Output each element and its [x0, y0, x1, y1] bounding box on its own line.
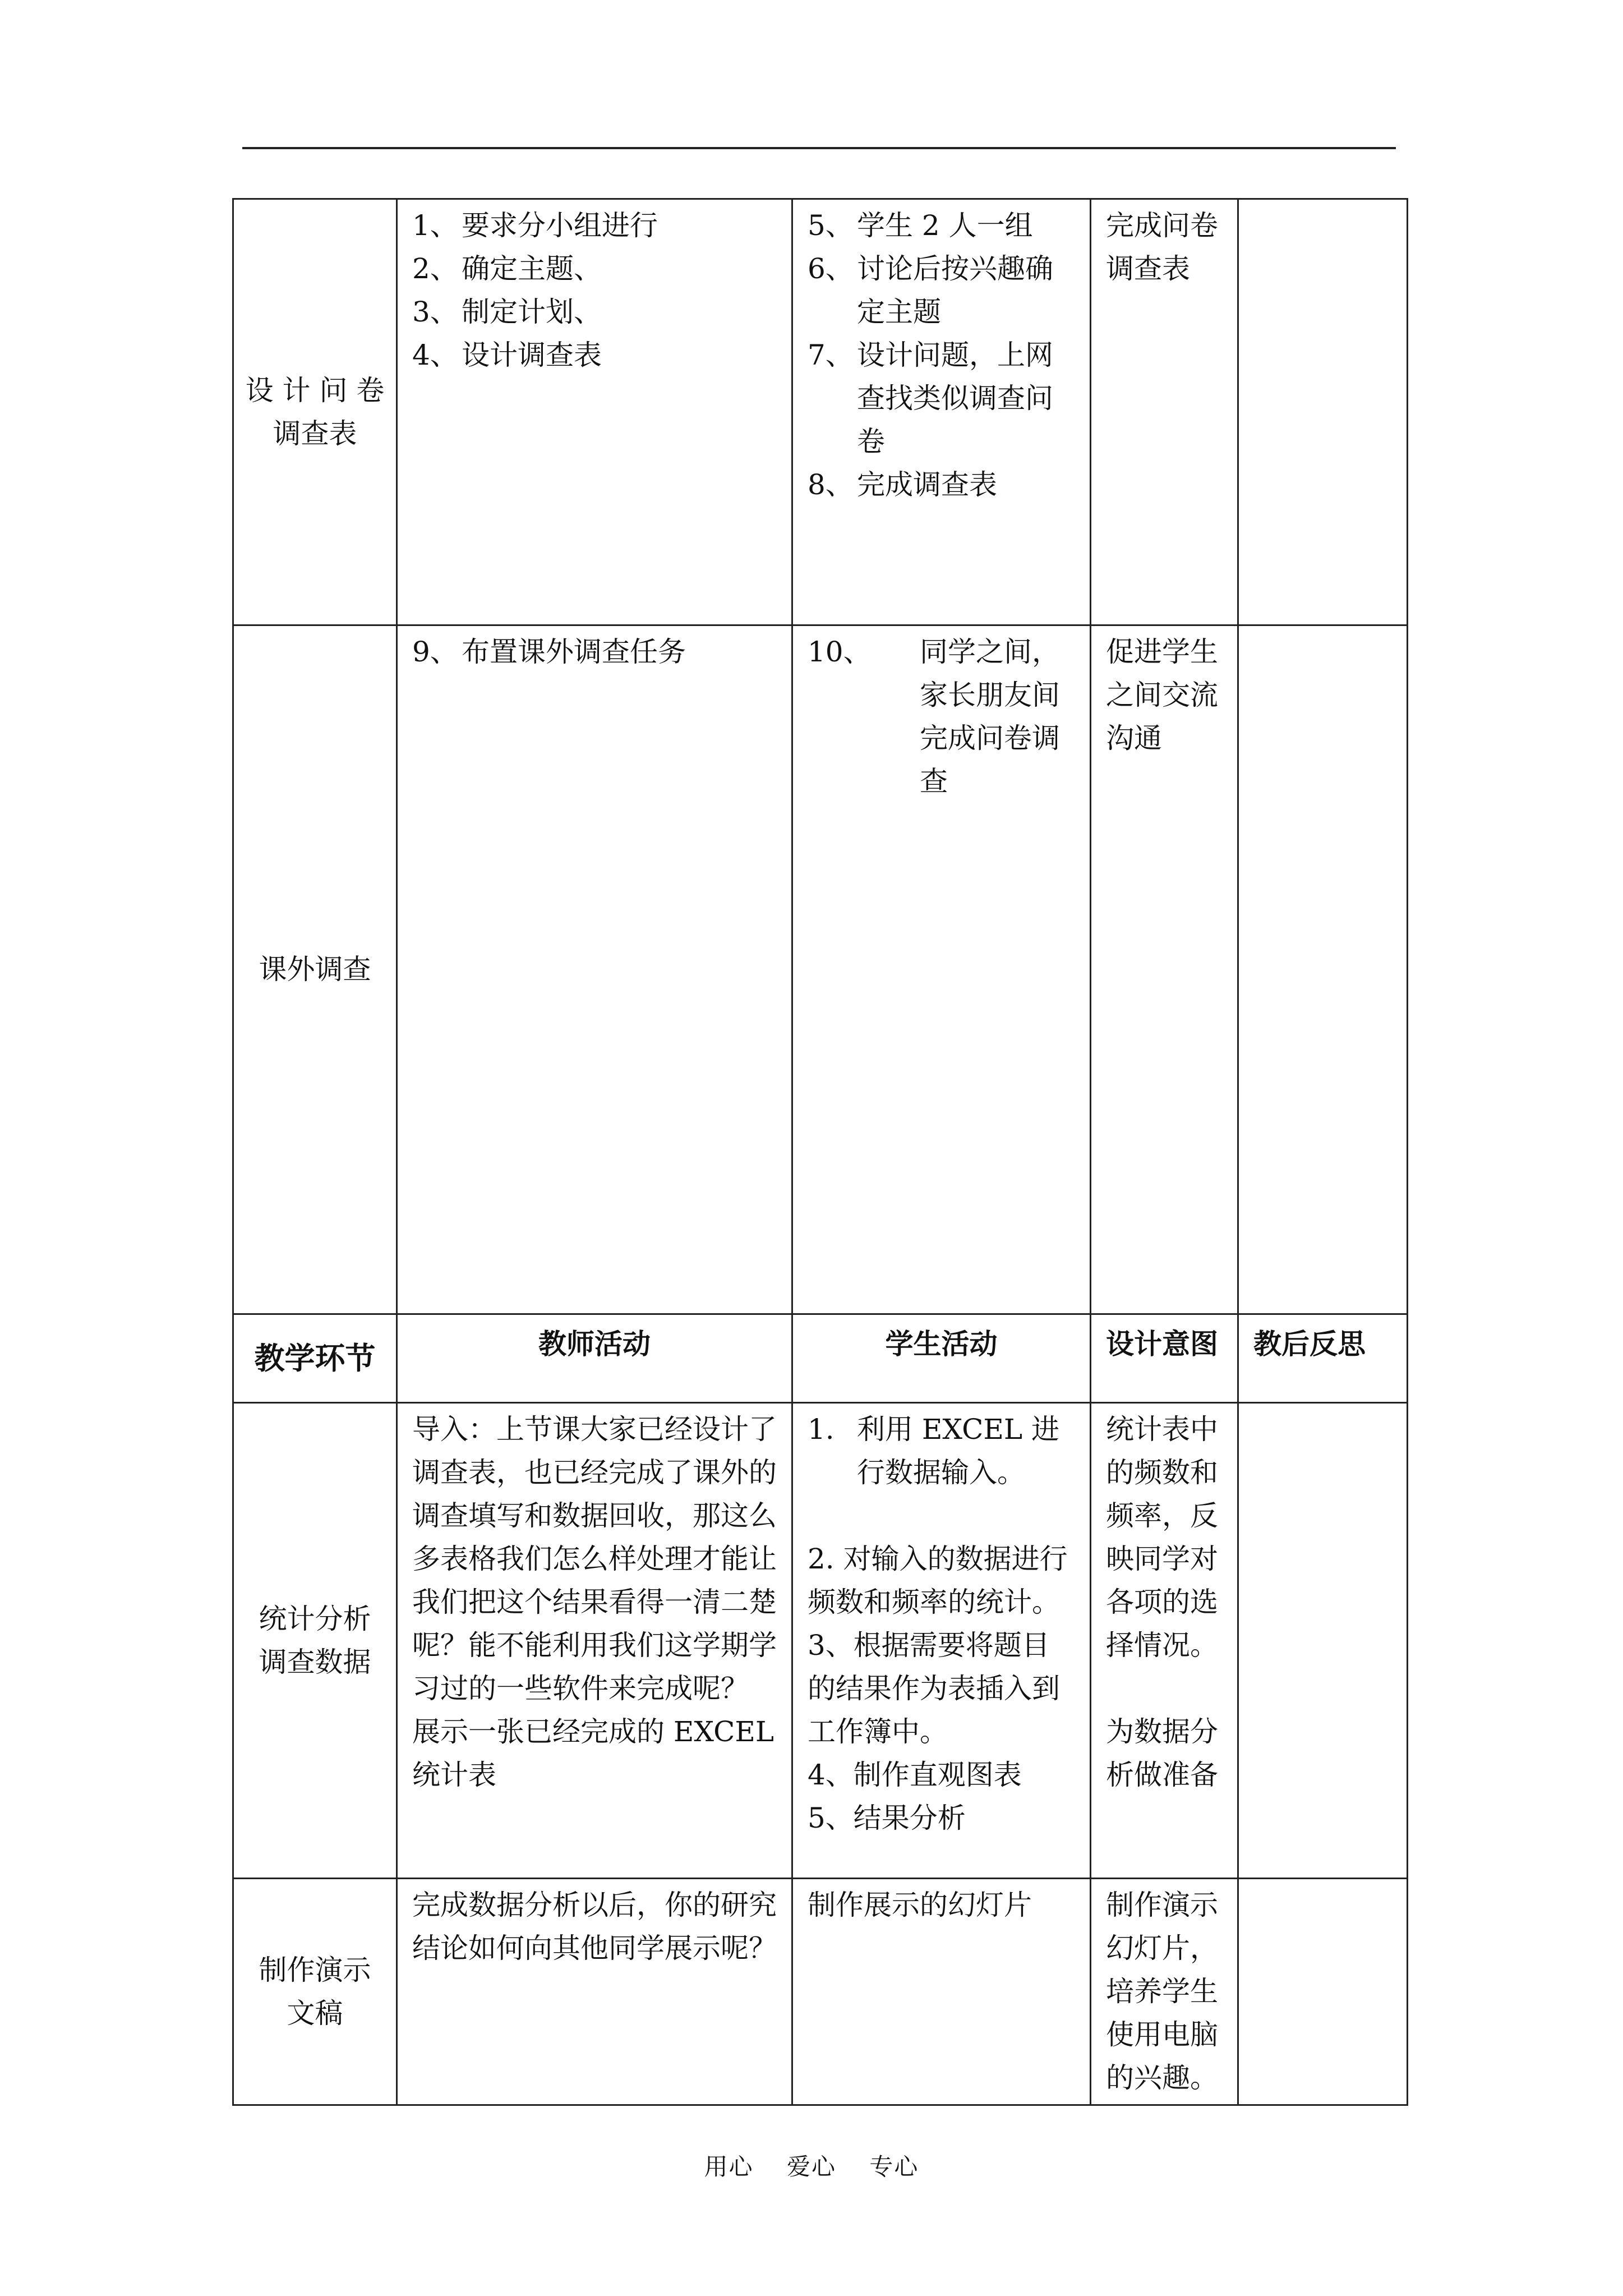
row-data-analysis — [233, 1403, 1408, 1879]
design-intent-survey: 促进学生之间交流沟通 — [1091, 625, 1238, 1314]
list-item: 2、 确定主题、 — [412, 252, 602, 285]
student-activity-design — [792, 199, 1091, 625]
page-footer — [0, 2148, 1623, 2182]
row-design-questionnaire — [233, 199, 1408, 625]
student-activity-survey — [792, 625, 1091, 1314]
list-item: 3、根据需要将题目的结果作为表插入到工作簿中。 — [808, 1629, 1060, 1748]
list-item: 5、结果分析 — [808, 1802, 966, 1834]
header-rule — [242, 147, 1396, 149]
header-stage: 教学环节 — [233, 1314, 397, 1403]
header-reflection: 教后反思 — [1238, 1314, 1408, 1403]
design-intent-analysis — [1091, 1403, 1238, 1879]
list-item: 3、 制定计划、 — [412, 296, 602, 328]
stage-cell-design: 设 计 问 卷 调查表 — [233, 199, 397, 625]
teacher-activity-analysis — [397, 1403, 792, 1879]
list-item: 6、 讨论后按兴趣确定主题 — [808, 252, 1053, 328]
paragraph: 导入：上节课大家已经设计了调查表，也已经完成了课外的调查填写和数据回收，那这么多表格我们怎么样处理才能让我们把这个结果看得一清二楚呢？能不能利用我们这学期学习过的一些软件来完成呢？ — [412, 1413, 777, 1705]
header-teacher: 教师活动 — [397, 1314, 792, 1403]
list-item: 4、 设计调查表 — [412, 339, 602, 371]
reflection-presentation — [1238, 1879, 1408, 2105]
list-item: 7、 设计问题，上网查找类似调查问卷 — [808, 339, 1053, 458]
paragraph: 为数据分析做准备 — [1106, 1715, 1218, 1791]
list-item: 5、 学生 2 人一组 — [808, 209, 1033, 242]
teacher-activity-presentation: 完成数据分析以后，你的研究结论如何向其他同学展示呢？ — [397, 1879, 792, 2105]
reflection-survey — [1238, 625, 1408, 1314]
design-intent-design: 完成问卷调查表 — [1091, 199, 1238, 625]
row-presentation — [233, 1879, 1408, 2105]
paragraph: 统计表中的频数和频率，反映同学对各项的选择情况。 — [1106, 1413, 1218, 1662]
stage-cell-presentation: 制作演示 文稿 — [233, 1879, 397, 2105]
list-item: 1、 要求分小组进行 — [412, 209, 658, 242]
list-item: 8、 完成调查表 — [808, 468, 997, 501]
row-outdoor-survey — [233, 625, 1408, 1314]
list-item: 4、制作直观图表 — [808, 1759, 1022, 1791]
teacher-activity-design — [397, 199, 792, 625]
design-intent-presentation: 制作演示幻灯片，培养学生使用电脑的兴趣。 — [1091, 1879, 1238, 2105]
list-item: 2. 对输入的数据进行频数和频率的统计。 — [808, 1543, 1068, 1618]
student-activity-analysis — [792, 1403, 1091, 1879]
header-intent: 设计意图 — [1091, 1314, 1238, 1403]
footer-word: 爱心 — [786, 2153, 836, 2180]
table-header-row — [233, 1314, 1408, 1403]
lesson-plan-table — [232, 198, 1408, 2106]
stage-cell-analysis: 统计分析 调查数据 — [233, 1403, 397, 1879]
student-activity-presentation: 制作展示的幻灯片 — [792, 1879, 1091, 2105]
header-student: 学生活动 — [792, 1314, 1091, 1403]
stage-cell-survey: 课外调查 — [233, 625, 397, 1314]
list-item: 1. 利用 EXCEL 进行数据输入。 — [808, 1413, 1059, 1489]
footer-word: 用心 — [704, 2153, 754, 2180]
list-item: 10、 同学之间，家长朋友间完成问卷调查 — [808, 636, 1060, 798]
footer-word: 专心 — [869, 2153, 919, 2180]
reflection-analysis — [1238, 1403, 1408, 1879]
list-item: 9、 布置课外调查任务 — [412, 636, 686, 668]
paragraph: 展示一张已经完成的 EXCEL 统计表 — [412, 1715, 774, 1791]
reflection-design — [1238, 199, 1408, 625]
teacher-activity-survey — [397, 625, 792, 1314]
